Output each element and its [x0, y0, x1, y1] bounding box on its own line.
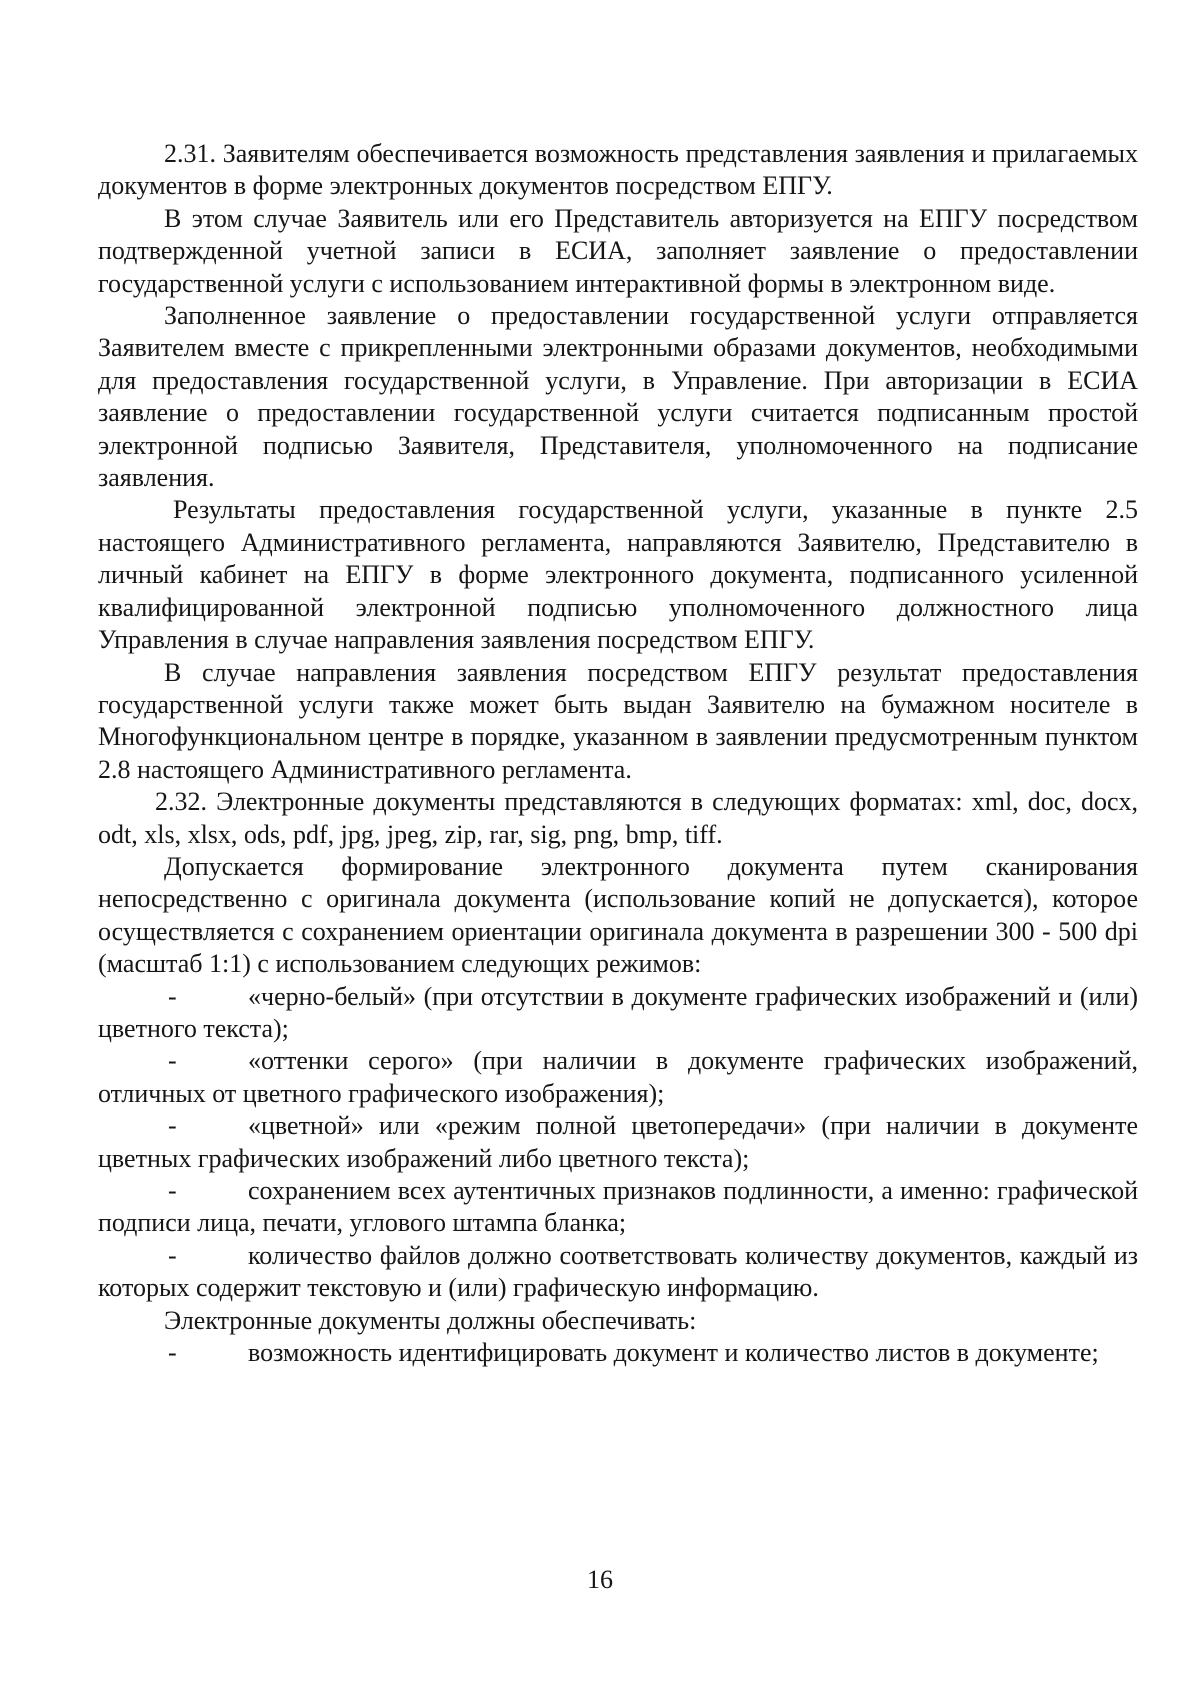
list-item-authenticity [98, 1175, 1138, 1240]
list-item-text: возможность идентифицировать документ и количество листов в документе; [248, 1338, 1099, 1368]
paragraph-paper-result: В случае направления заявления посредством ЕПГУ результат предоставления государственной услуги также может быть выдан Заявителю на бумажном носителе в Многофункциональном центре в порядке, указанном в заявлении предусмотренным пунктом 2.8 настоящего Административного регламента. [98, 657, 1138, 784]
page-number: 16 [587, 1565, 613, 1594]
list-item-file-count [98, 1240, 1138, 1305]
list-dash: - [168, 981, 177, 1011]
list-dash: - [168, 1111, 177, 1141]
list-item-color [98, 1110, 1138, 1175]
list-item-text: количество файлов должно соответствовать количеству документов, каждый из которых содержит текстовую и (или) графическую информацию. [98, 1240, 1138, 1303]
list-dash: - [168, 1240, 177, 1270]
list-item-identify [98, 1337, 1138, 1369]
paragraph-2-31: 2.31. Заявителям обеспечивается возможность представления заявления и прилагаемых документов в форме электронных документов посредством ЕПГУ. [98, 139, 1138, 201]
list-item-text: «черно-белый» (при отсутствии в документе графических изображений и (или) цветного текста); [98, 981, 1138, 1043]
list-item-black-white [98, 981, 1138, 1046]
list-dash: - [168, 1046, 177, 1076]
list-item-text: «оттенки серого» (при наличии в документе графических изображений, отличных от цветного графического изображения); [98, 1046, 1138, 1108]
paragraph-requirements: Электронные документы должны обеспечивать: [164, 1305, 697, 1335]
list-dash: - [168, 1338, 177, 1368]
paragraph-results: Результаты предоставления государственной услуги, указанные в пункте 2.5 настоящего Административного регламента, направляются Заявителю, Представителю в личный кабинет на ЕПГУ в форме электронного документа, подписанного усиленной квалифицированной электронной подписью уполномоченного должностного лица Управления в случае направления заявления посредством ЕПГУ. [98, 495, 1138, 655]
list-item-text: сохранением всех аутентичных признаков подлинности, а именно: графической подписи лица, печати, углового штампа бланка; [98, 1176, 1138, 1238]
paragraph-2-32: 2.32. Электронные документы представляются в следующих форматах: xml, doc, docx, odt, xls, xlsx, ods, pdf, jpg, jpeg, zip, rar, sig, png, bmp, tiff. [98, 787, 1138, 849]
document-body [98, 138, 1138, 1369]
list-dash: - [168, 1176, 177, 1205]
paragraph-scanning: Допускается формирование электронного документа путем сканирования непосредственно с оригинала документа (использование копий не допускается), которое осуществляется с сохранением ориентации оригинала документа в разрешении 300 - 500 dpi (масштаб 1:1) с использованием следующих режимов: [98, 851, 1138, 979]
list-item-grayscale [98, 1045, 1138, 1110]
paragraph-filled-application: Заполненное заявление о предоставлении государственной услуги отправляется Заявителем вместе с прикрепленными электронными образами документов, необходимыми для предоставления государственной услуги, в Управление. При авторизации в ЕСИА заявление о предоставлении государственной услуги считается подписанным простой электронной подписью Заявителя, Представителя, уполномоченного на подписание заявления. [98, 301, 1138, 493]
list-item-text: «цветной» или «режим полной цветопередачи» (при наличии в документе цветных графических изображений либо цветного текста); [98, 1111, 1138, 1173]
paragraph-authorization: В этом случае Заявитель или его Представитель авторизуется на ЕПГУ посредством подтвержденной учетной записи в ЕСИА, заполняет заявление о предоставлении государственной услуги с использованием интерактивной формы в электронном виде. [98, 203, 1138, 298]
